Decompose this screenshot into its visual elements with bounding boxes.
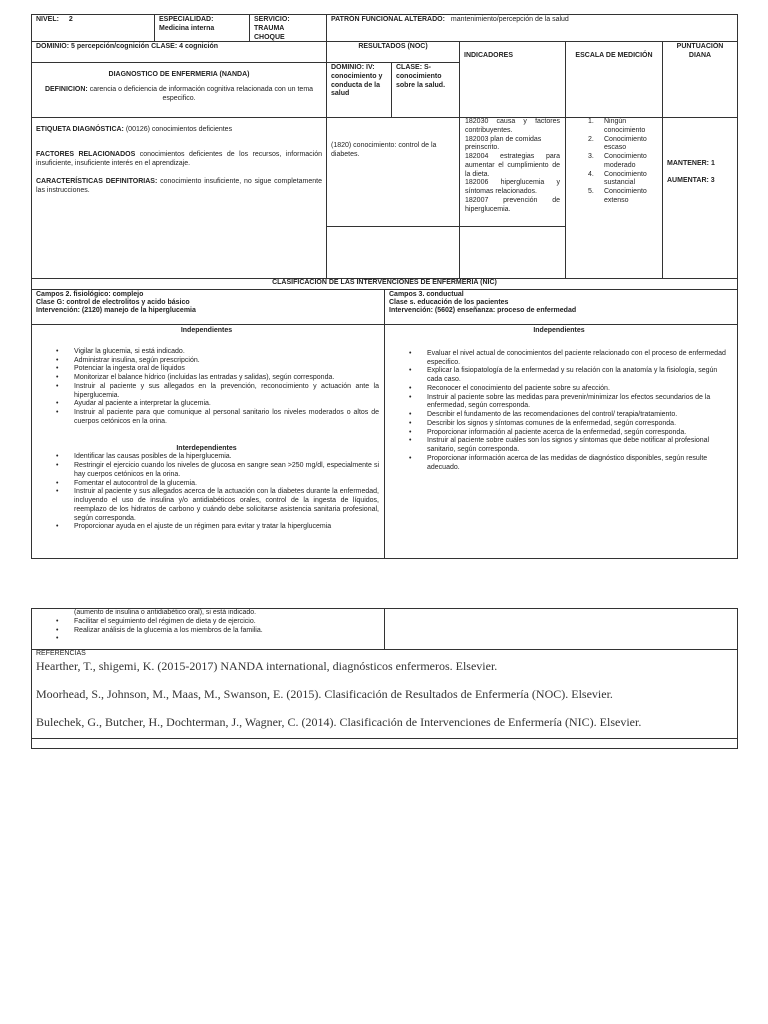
caracteristicas: [36, 178, 322, 196]
list-item: • Monitorizar el balance hídrico (incluidas las entradas y salidas), según corresponda.: [34, 374, 379, 383]
indicador-item: 182003 plan de comidas preinscrito.: [465, 135, 542, 152]
escala-item: 4. Conocimiento sustancial: [588, 170, 647, 187]
especialidad-label: ESPECIALIDAD:: [159, 16, 214, 23]
indicador-item: 182007 prevención de hiperglucemia.: [465, 196, 560, 213]
nic-left-body: [31, 324, 385, 559]
servicio-value-2: CHOQUE: [254, 33, 285, 41]
noc-resultado-empty: [326, 226, 460, 279]
indicadores-empty: [459, 226, 566, 279]
patron-label: PATRÓN FUNCIONAL ALTERADO:: [331, 16, 445, 23]
definicion: [36, 86, 322, 104]
list-item: • Instruir al paciente para que comunique al personal sanitario los niveles moderados o altos de cuerpos cetónicos en la orina.: [34, 409, 379, 427]
continuation-text: (aumento de insulina o antidiabético oral), si está indicado.: [74, 609, 257, 616]
referencia-item: Bulechek, G., Butcher, H., Dochterman, J., Wagner, C. (2014). Clasificación de Intervenciones de Enfermería (NIC). Elsevier.: [36, 714, 642, 729]
servicio-value-1: TRAUMA: [254, 24, 285, 32]
left-interdependientes-heading: Interdependientes: [176, 444, 237, 452]
referencias-cell: [31, 649, 738, 739]
indicador-item: 182030 causa y factores contribuyentes.: [465, 118, 560, 134]
definicion-text: carencia o deficiencia de información cognitiva relacionada con un tema especifico.: [89, 85, 314, 102]
definicion-label: DEFINICION:: [44, 85, 88, 93]
etiqueta: [36, 126, 322, 135]
caracteristicas-label: CARACTERÍSTICAS DEFINITORIAS:: [36, 178, 158, 186]
list-item: • Potenciar la ingesta oral de líquidos: [34, 365, 379, 374]
nic-right-header: [384, 289, 738, 325]
escala-header: [565, 41, 663, 118]
nic-left-clase: Clase G: control de electrolitos y acido básico: [36, 299, 190, 307]
noc-resultado-cell: [326, 117, 460, 227]
caracteristicas-text: conocimiento insuficiente, no sigue completamente las instrucciones.: [36, 178, 322, 194]
clase-s-text: CLASE: S- conocimiento sobre la salud.: [396, 64, 446, 89]
dominio-iv-cell: [326, 62, 392, 118]
nivel-label: NIVEL:: [36, 16, 59, 23]
list-item: • Evaluar el nivel actual de conocimientos del paciente relacionado con el proceso de enfermedad especifico.: [387, 350, 731, 368]
list-item: • Ayudar al paciente a interpretar la glucemia.: [34, 400, 379, 409]
footer-empty-row: [31, 738, 738, 749]
list-item: • Describir el fundamento de las recomendaciones del control/ terapia/tratamiento.: [387, 411, 731, 420]
escala-list: [566, 118, 662, 206]
nic-right-campo: Campos 3. conductual: [389, 291, 464, 298]
patron-cell: [326, 14, 738, 42]
especialidad-value: Medicina interna: [159, 24, 215, 32]
escala-item: 2. Conocimiento escaso: [588, 135, 647, 152]
diagnostico-cell: [31, 62, 327, 118]
etiqueta-cell: [31, 117, 327, 279]
dominio-cell: [31, 41, 327, 63]
right-independientes-list: [387, 350, 731, 473]
referencia-item: Moorhead, S., Johnson, M., Maas, M., Swanson, E. (2015). Clasificación de Resultados de Enfermería (NOC). Elsevier.: [36, 686, 613, 701]
list-item: • Fomentar el autocontrol de la glucemia.: [34, 480, 379, 489]
escala-label: ESCALA DE MEDICIÓN: [575, 52, 653, 59]
left-independientes-heading: Independientes: [180, 327, 233, 334]
nic-title: CLASIFICACION DE LAS INTERVENCIONES DE ENFERMERÍA (NIC): [272, 279, 497, 286]
nic-right-clase: Clase s. educación de los pacientes: [389, 299, 509, 307]
escala-cell: [565, 117, 663, 279]
factores-label: FACTORES RELACIONADOS: [36, 150, 136, 158]
list-item: • Instruir al paciente y sus allegados en la prevención, reconocimiento y actuación ante la hiperglucemia.: [34, 383, 379, 401]
dominio-text: DOMINIO: 5 percepción/cognición CLASE: 4 cognición: [36, 43, 219, 50]
etiqueta-text: (00126) conocimientos deficientes: [125, 126, 233, 133]
etiqueta-label: ETIQUETA DIAGNÓSTICA:: [36, 126, 124, 133]
list-item: • Facilitar el seguimiento del régimen de dieta y de ejercicio.: [34, 618, 380, 627]
resultados-header: [326, 41, 460, 63]
puntuacion-header: [662, 41, 738, 118]
list-item: • Instruir al paciente y sus allegados acerca de la actuación con la diabetes durante la enfermedad, incluyendo el uso de insulina y/o antidiabéticos orales, control de la ingesta de líquidos, reemplazo de los hidratos de carbono y cuándo debe solicitarse asistencia sanitaria profesional, según corresponda.: [34, 488, 379, 523]
resultados-label: RESULTADOS (NOC): [358, 43, 428, 50]
indicadores-header: [459, 41, 566, 118]
nic-right-body: [384, 324, 738, 559]
clase-s-cell: [391, 62, 460, 118]
left-interdependientes-list: [34, 453, 379, 532]
list-item: • Proporcionar información acerca de las medidas de diagnóstico disponibles, según resulte adecuado.: [387, 455, 731, 473]
factores: [36, 151, 322, 169]
referencia-item: Hearther, T., shigemi, K. (2015-2017) NANDA international, diagnósticos enfermeros. Elsevier.: [36, 658, 498, 673]
list-item: [34, 635, 380, 644]
list-item: • Identificar las causas posibles de la hiperglucemia.: [34, 453, 379, 462]
escala-item: 3. Conocimiento moderado: [588, 153, 647, 169]
list-item: • Administrar insulina, según prescripción.: [34, 357, 379, 366]
list-item: • Instruir al paciente sobre cuáles son los signos y síntomas que debe notificar al profesional sanitario, según corresponda.: [387, 437, 731, 455]
page2-right-cell: [384, 608, 738, 650]
especialidad-cell: [154, 14, 250, 42]
escala-item: 1. Ningún conocimiento: [588, 118, 646, 134]
indicadores-cell: [459, 117, 566, 227]
page2-list: [34, 618, 380, 644]
factores-text: conocimientos deficientes de los recursos, información insuficiente, insuficiente interés en el aprendizaje.: [36, 150, 323, 167]
servicio-label: SERVICIO:: [254, 16, 290, 23]
left-independientes-list: [34, 348, 379, 427]
nivel-value: 2: [68, 16, 73, 23]
list-item: • Explicar la fisiopatología de la enfermedad y su relación con la anatomía y la fisiología, según cada caso.: [387, 367, 731, 385]
list-item: • Vigilar la glucemia, si está indicado.: [34, 348, 379, 357]
dominio-iv-text: DOMINIO: IV: conocimiento y conducta de la salud: [331, 64, 383, 98]
nic-left-header: [31, 289, 385, 325]
list-item: • Restringir el ejercicio cuando los niveles de glucosa en sangre sean >250 mg/dl, especialmente si hay cuerpos cetónicos en la orina.: [34, 462, 379, 480]
list-item: • Reconocer el conocimiento del paciente sobre su afección.: [387, 385, 731, 394]
list-item: • Instruir al paciente sobre las medidas para prevenir/minimizar los efectos secundarios de la enfermedad, según corresponda.: [387, 394, 731, 412]
indicadores-label: INDICADORES: [464, 52, 514, 59]
puntuacion-label-2: DIANA: [688, 51, 712, 59]
servicio-cell: [249, 14, 327, 42]
nivel-cell: [31, 14, 155, 42]
list-item: • Realizar análisis de la glucemia a los miembros de la familia.: [34, 627, 380, 636]
escala-item: 5. Conocimiento extenso: [588, 188, 647, 204]
indicador-item: 182006 hiperglucemia y síntomas relacionados.: [465, 179, 560, 195]
puntuacion-cell: [662, 117, 738, 279]
referencias-label: REFERENCIAS: [36, 650, 86, 657]
puntuacion-label-1: PUNTUACIÓN: [676, 43, 724, 50]
page2-left-cell: [31, 608, 385, 650]
list-item: • Proporcionar información al paciente acerca de la enfermedad, según corresponda.: [387, 429, 731, 438]
patron-value: mantenimiento/percepción de la salud: [450, 16, 569, 23]
list-item: • Describir los signos y síntomas comunes de la enfermedad, según corresponda.: [387, 420, 731, 429]
nic-left-campo: Campos 2. fisiológico: complejo: [36, 291, 144, 298]
indicador-item: 182004 estrategias para aumentar el cumplimiento de la dieta.: [465, 153, 560, 178]
list-item: • Proporcionar ayuda en el ajuste de un régimen para evitar y tratar la hiperglucemia: [34, 523, 379, 532]
aumentar: AUMENTAR: 3: [667, 176, 715, 184]
diagnostico-title: DIAGNOSTICO DE ENFERMERIA (NANDA): [108, 71, 250, 78]
nic-left-intervencion: Intervención: (2120) manejo de la hiperglucemia: [36, 307, 196, 315]
noc-resultado: (1820) conocimiento: control de la diabetes.: [331, 142, 437, 158]
nic-right-intervencion: Intervención: (5602) enseñanza: proceso de enfermedad: [389, 307, 577, 315]
right-independientes-heading: Independientes: [533, 327, 585, 334]
mantener: MANTENER: 1: [667, 160, 715, 167]
